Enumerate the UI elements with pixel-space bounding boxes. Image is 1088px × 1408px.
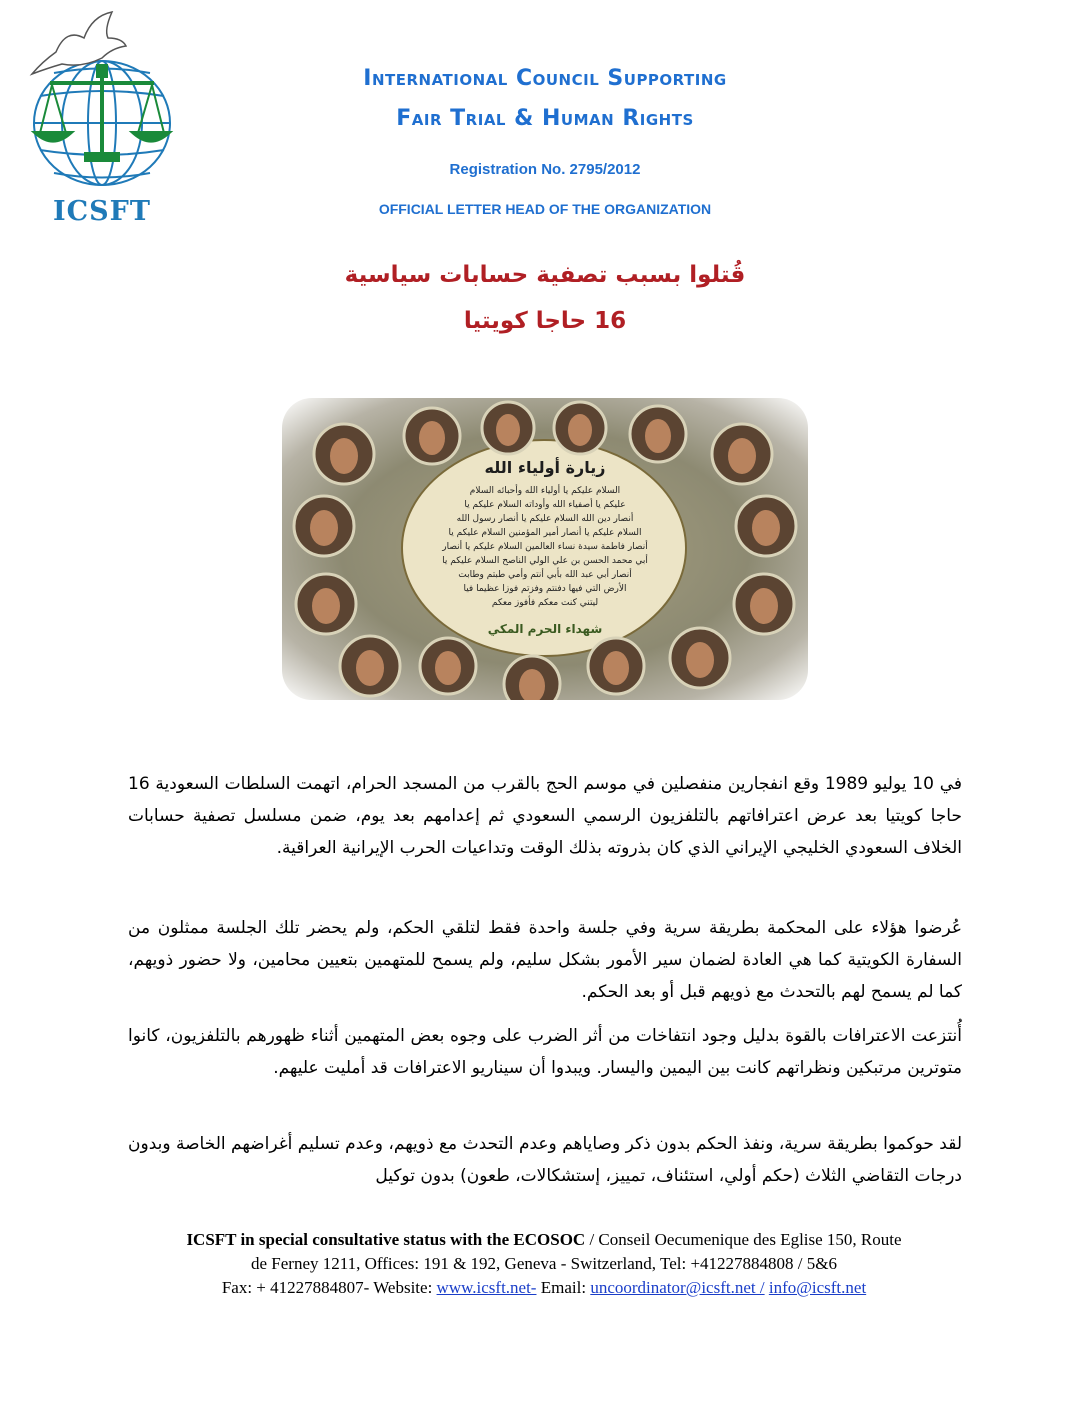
footer-fax-website-label: Fax: + 41227884807- Website:: [221, 1278, 437, 1297]
dove-scales-globe-icon: [22, 8, 182, 198]
article-title-line1: قُتلوا بسبب تصفية حسابات سياسية: [344, 262, 746, 288]
organization-logo: [22, 8, 182, 228]
footer-line-3: [110, 1276, 978, 1300]
official-letterhead-label: OFFICIAL LETTER HEAD OF THE ORGANIZATION: [378, 201, 712, 217]
email-link-info[interactable]: info@icsft.net: [768, 1278, 867, 1297]
body-paragraph-1: في 10 يوليو 1989 وقع انفجارين منفصلين في موسم الحج بالقرب من المسجد الحرام، اتهمت السلطات السعودية 16 حاجا كويتيا بعد عرض اعترافاتهم بالتلفزيون الرسمي السعودي ثم إعدامهم بعد يوم، ضمن مسلسل تصفية حسابات الخلاف السعودي الخليجي الإيراني الذي كان بذروته بذلك الوقت وتداعيات الحرب الإيرانية العراقية.: [128, 774, 962, 858]
photo-text-line: أنصار أبي عبد الله بأبي أنتم وأمي طبتم وطابت: [458, 570, 632, 580]
photo-text-line: السلام عليكم يا أنصار أمير المؤمنين السلام عليكم يا: [448, 528, 642, 538]
photo-heading: زيارة أولياء الله: [484, 458, 606, 477]
photo-text-line: السلام عليكم يا أولياء الله وأحبائه السلام: [469, 486, 621, 496]
registration-number: Registration No. 2795/2012: [449, 161, 641, 178]
photo-text-line: أنصار فاطمة سيدة نساء العالمين السلام عليكم يا أنصار: [442, 542, 648, 552]
body-paragraph-3: أُنتزعت الاعترافات بالقوة بدليل وجود انتفاخات من أثر الضرب على وجوه بعض المتهمين أثناء ظهورهم بالتلفزيون، كانوا متوترين مرتبكين ونظراتهم كانت بين اليمين واليسار. ويبدوا أن سيناريو الاعترافات قد أمليت عليهم.: [128, 1026, 962, 1078]
footer-address-part1: / Conseil Oecumenique des Eglise 150, Route: [585, 1230, 902, 1249]
martyrs-photo-collage: [282, 398, 808, 700]
footer-line-1: [110, 1228, 978, 1252]
organization-name-line2: Fair Trial & Human Rights: [396, 106, 694, 131]
body-paragraph-4: لقد حوكموا بطريقة سرية، ونفذ الحكم بدون ذكر وصاياهم وعدم التحدث مع ذويهم، وعدم تسليم أغراضهم الخاصة وبدون درجات التقاضي الثلاث (حكم أولي، استئناف، تمييز، إستشكالات، طعون) بدون توكيل: [128, 1134, 962, 1186]
footer-line-2: de Ferney 1211, Offices: 191 & 192, Geneva - Switzerland, Tel: +41227884808 / 5&6: [251, 1254, 837, 1273]
photo-text-line: أبي محمد الحسن بن علي الولي الناصح السلام عليكم يا: [442, 556, 648, 566]
organization-name-line1: International Council Supporting: [363, 66, 727, 91]
letterhead-footer: [110, 1228, 978, 1300]
logo-text: ICSFT: [53, 196, 151, 227]
email-link-coordinator[interactable]: uncoordinator@icsft.net /: [590, 1278, 765, 1297]
photo-text-line: ليتني كنت معكم فأفوز معكم: [491, 598, 599, 608]
photo-text-line: عليكم يا أصفياء الله وأوداته السلام عليكم يا: [464, 500, 626, 510]
article-title-line2: 16 حاجا كويتيا: [463, 308, 627, 334]
website-link[interactable]: www.icsft.net-: [436, 1278, 537, 1297]
body-paragraph-2: عُرضوا هؤلاء على المحكمة بطريقة سرية وفي جلسة واحدة فقط لتلقي الحكم، ولم يحضر تلك الجلسة ممثلون من السفارة الكويتية كما هي العادة لضمان سير الأمور بشكل سليم، ولم يسمح للمتهمين بتعيين محامين، ولا حضور ذويهم، كما لم يسمح لهم بالتحدث مع ذويهم قبل أو بعد الحكم.: [128, 918, 962, 1002]
footer-consultative-status: ICSFT in special consultative status with the ECOSOC: [186, 1230, 586, 1249]
footer-email-label: Email:: [536, 1278, 591, 1297]
photo-text-line: أنصار دين الله السلام عليكم يا أنصار رسول الله: [456, 514, 634, 524]
photo-text-line: الأرض التي فيها دفنتم وفزتم فوزا عظيما فيا: [463, 584, 627, 594]
photo-footer-text: شهداء الحرم المكي: [487, 622, 603, 636]
